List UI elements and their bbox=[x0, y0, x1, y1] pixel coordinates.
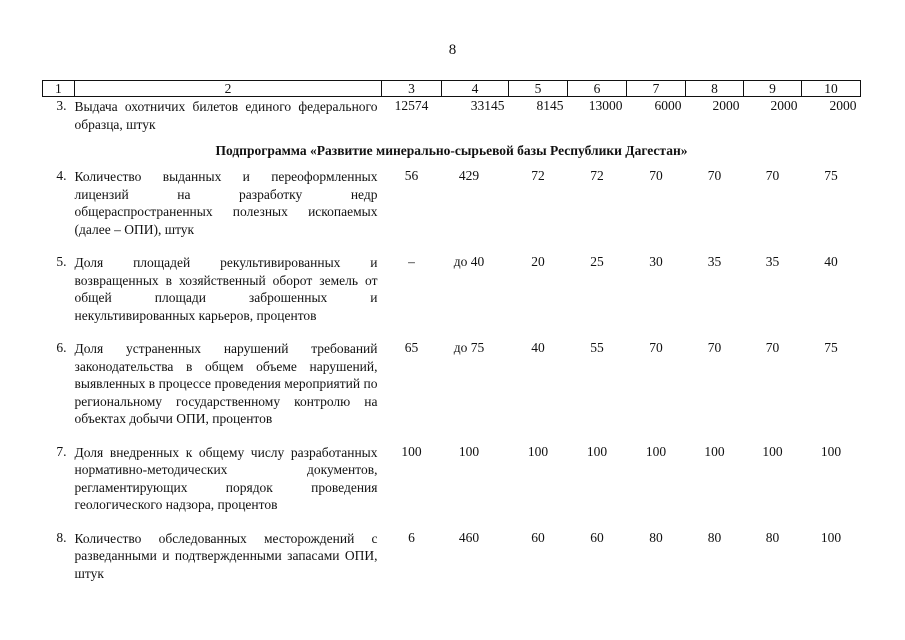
value-cell: 40 bbox=[824, 254, 838, 269]
row-number: 3. bbox=[56, 98, 67, 113]
table-row bbox=[43, 168, 861, 254]
value-cell: 100 bbox=[586, 443, 608, 459]
value-cell: 70 bbox=[765, 168, 780, 183]
value-cell: 70 bbox=[765, 340, 780, 355]
column-header: 3 bbox=[382, 81, 442, 97]
table-row bbox=[43, 254, 861, 340]
indicator-name: Доля площадей рекультивированных и возвращенных в хозяйственный оборот земель от общей площади заброшенных и некультивированных карьеров, процентов bbox=[74, 255, 378, 323]
column-header: 10 bbox=[802, 81, 861, 97]
page-number: 8 bbox=[448, 42, 457, 58]
value-cell: 100 bbox=[401, 443, 422, 459]
value-cell: 6 bbox=[408, 529, 415, 545]
value-cell: 60 bbox=[590, 529, 604, 545]
value-cell: 100 bbox=[704, 443, 725, 459]
value-cell: 13000 bbox=[588, 98, 623, 113]
value-cell: 72 bbox=[590, 168, 604, 183]
value-cell: – bbox=[408, 254, 415, 269]
table-row bbox=[43, 340, 861, 444]
value-cell: 20 bbox=[531, 254, 545, 269]
value-cell: 2000 bbox=[770, 98, 798, 113]
column-header: 6 bbox=[568, 81, 627, 97]
value-cell: 25 bbox=[590, 254, 604, 269]
value-cell: 56 bbox=[404, 168, 419, 183]
row-number: 4. bbox=[56, 168, 67, 183]
row-number: 6. bbox=[56, 340, 67, 355]
indicator-name: Количество обследованных месторождений с разведанными и подтвержденными запасами ОПИ, штук bbox=[74, 530, 378, 581]
table-row bbox=[43, 530, 861, 599]
value-cell: 60 bbox=[531, 529, 545, 545]
value-cell: до 75 bbox=[453, 340, 485, 355]
indicators-table bbox=[42, 80, 861, 598]
table-row bbox=[43, 444, 861, 530]
value-cell: 35 bbox=[707, 254, 722, 269]
value-cell: 100 bbox=[762, 443, 783, 459]
subprogram-title: Подпрограмма «Развитие минерально-сырьевой базы Республики Дагестан» bbox=[215, 143, 688, 158]
column-header: 4 bbox=[442, 81, 509, 97]
column-header: 2 bbox=[75, 81, 382, 97]
indicator-name: Выдача охотничих билетов единого федерального образца, штук bbox=[74, 99, 378, 132]
value-cell: 75 bbox=[824, 168, 838, 183]
indicator-name: Количество выданных и переоформленных лицензий на разработку недр общераспространенных полезных ископаемых (далее – ОПИ), штук bbox=[74, 169, 378, 237]
value-cell: 80 bbox=[707, 529, 722, 545]
value-cell: 100 bbox=[527, 443, 549, 459]
column-header: 1 bbox=[43, 81, 75, 97]
value-cell: 70 bbox=[707, 168, 722, 183]
column-header: 8 bbox=[686, 81, 744, 97]
value-cell: 65 bbox=[404, 340, 419, 355]
row-number: 8. bbox=[56, 529, 67, 545]
value-cell: 72 bbox=[531, 168, 545, 183]
column-number-header bbox=[43, 81, 861, 97]
value-cell: 8145 bbox=[536, 98, 564, 113]
value-cell: до 40 bbox=[453, 254, 485, 269]
value-cell: 70 bbox=[649, 340, 663, 355]
value-cell: 30 bbox=[649, 254, 663, 269]
value-cell: 70 bbox=[649, 168, 663, 183]
column-header: 7 bbox=[627, 81, 686, 97]
value-cell: 429 bbox=[458, 168, 480, 183]
value-cell: 100 bbox=[820, 443, 842, 459]
column-header: 5 bbox=[509, 81, 568, 97]
row-number: 7. bbox=[56, 443, 67, 459]
indicator-name: Доля устраненных нарушений требований законодательства в общем объеме нарушений, выявленных в процессе проведения мероприятий по региональному государственному контролю на объектах добычи ОПИ, процентов bbox=[74, 341, 378, 426]
value-cell: 75 bbox=[824, 340, 838, 355]
value-cell: 2000 bbox=[829, 98, 857, 113]
value-cell: 80 bbox=[765, 529, 780, 545]
value-cell: 35 bbox=[765, 254, 780, 269]
value-cell: 6000 bbox=[654, 98, 682, 113]
value-cell: 100 bbox=[820, 529, 842, 545]
value-cell: 33145 bbox=[470, 98, 505, 113]
value-cell: 12574 bbox=[394, 98, 429, 113]
value-cell: 100 bbox=[645, 443, 667, 459]
value-cell: 55 bbox=[590, 340, 604, 355]
table-row bbox=[43, 97, 861, 134]
indicator-name: Доля внедренных к общему числу разработанных нормативно-методических документов, регламентирующих порядок проведения геологического надзора, процентов bbox=[74, 444, 378, 512]
value-cell: 40 bbox=[531, 340, 545, 355]
subprogram-row bbox=[43, 133, 861, 168]
column-header: 9 bbox=[744, 81, 802, 97]
value-cell: 460 bbox=[458, 529, 480, 545]
row-number: 5. bbox=[56, 254, 67, 269]
value-cell: 70 bbox=[707, 340, 722, 355]
value-cell: 100 bbox=[458, 443, 480, 459]
value-cell: 2000 bbox=[712, 98, 740, 113]
value-cell: 80 bbox=[649, 529, 663, 545]
